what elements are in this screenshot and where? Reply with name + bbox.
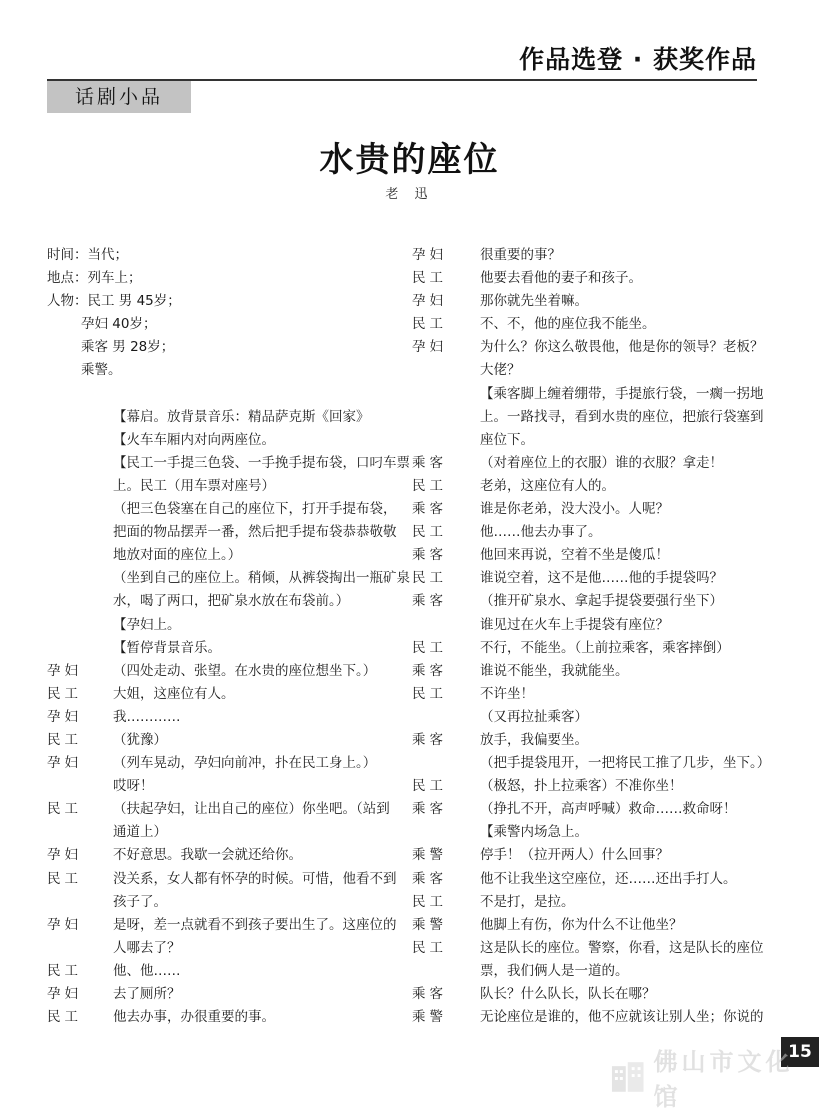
line-text: 乘警。 xyxy=(81,362,122,379)
script-line xyxy=(47,429,392,452)
line-text: 停手！（拉开两人）什么回事？ xyxy=(480,847,669,864)
line-text: 不、不，他的座位我不能坐。 xyxy=(480,316,656,333)
page-number: 15 xyxy=(781,1037,819,1067)
line-text: （列车晃动，孕妇向前冲，扑在民工身上。） xyxy=(113,755,377,772)
line-text: 【乘客脚上缠着绷带，手提旅行袋，一瘸一拐地 xyxy=(480,385,764,402)
script-line xyxy=(412,937,764,960)
speaker-label: 民工 xyxy=(412,685,447,702)
script-line xyxy=(412,1006,764,1029)
script-line xyxy=(47,844,392,867)
speaker-label: 乘客 xyxy=(412,501,447,518)
speaker-label: 乘客 xyxy=(412,454,447,471)
script-line xyxy=(47,359,392,382)
line-text: 大姐，这座位有人。 xyxy=(113,685,235,702)
script-line xyxy=(412,475,764,498)
line-text: 人哪去了？ xyxy=(113,939,181,956)
line-text: 他、他…… xyxy=(113,962,181,979)
building-icon xyxy=(610,1060,645,1094)
line-text: 上。民工（用车票对座号） xyxy=(113,477,275,494)
play-author: 老 迅 xyxy=(385,187,434,202)
script-line xyxy=(412,406,764,429)
play-title: 水贵的座位 xyxy=(319,140,500,180)
line-text: 队长？什么队长，队长在哪？ xyxy=(480,986,656,1002)
script-line xyxy=(47,983,392,1006)
script-line xyxy=(47,452,410,475)
script-line xyxy=(412,752,771,775)
script-line xyxy=(47,290,392,313)
script-line xyxy=(412,775,764,798)
line-text: 【幕启。放背景音乐：精品萨克斯《回家》 xyxy=(113,408,370,425)
script-line xyxy=(47,614,392,637)
speaker-label: 孕妇 xyxy=(47,916,82,933)
line-text: 上。一路找寻，看到水贵的座位，把旅行袋塞到 xyxy=(480,408,764,425)
speaker-label: 民工 xyxy=(412,570,447,587)
script-line xyxy=(412,383,764,406)
speaker-label: 乘客 xyxy=(412,801,447,818)
speaker-label: 孕妇 xyxy=(47,662,82,679)
line-text: （四处走动、张望。在水贵的座位想坐下。） xyxy=(113,662,377,679)
script-line xyxy=(412,614,764,637)
speaker-label: 民工 xyxy=(47,685,82,702)
script-line xyxy=(47,937,392,960)
speaker-label: 民工 xyxy=(47,801,82,818)
speaker-label: 乘客 xyxy=(412,662,447,679)
line-text: 为什么？你这么敬畏他，他是你的领导？老板？ xyxy=(480,339,764,356)
line-text: 他要去看他的妻子和孩子。 xyxy=(480,270,642,287)
line-text: 没关系，女人都有怀孕的时候。可惜，他看不到 xyxy=(113,870,397,887)
script-line xyxy=(412,844,764,867)
line-text: （扶起孕妇，让出自己的座位）你坐吧。（站到 xyxy=(113,801,390,818)
line-text: （对着座位上的衣服）谁的衣服？拿走！ xyxy=(480,454,723,471)
script-line xyxy=(412,983,764,1006)
script-line xyxy=(412,498,764,521)
line-text: 那你就先坐着嘛。 xyxy=(480,293,588,310)
script-line xyxy=(47,521,397,544)
speaker-label: 民工 xyxy=(412,893,447,910)
line-text: 我………… xyxy=(113,708,181,725)
script-line xyxy=(47,637,392,660)
line-text: 人物：民工 男 45岁； xyxy=(47,293,181,310)
script-line xyxy=(412,313,764,336)
speaker-label: 乘客 xyxy=(412,986,447,1002)
speaker-label: 民工 xyxy=(47,1009,82,1026)
speaker-label: 乘警 xyxy=(412,847,447,864)
line-text: 【乘警内场急上。 xyxy=(480,824,588,841)
line-text: 谁说空着，这不是他……他的手提袋吗？ xyxy=(480,570,723,587)
script-line xyxy=(47,475,392,498)
script-line xyxy=(47,798,392,821)
script-line xyxy=(412,359,764,382)
script-line xyxy=(412,706,764,729)
line-text: 地放对面的座位上。） xyxy=(113,547,242,564)
line-text: （把三色袋塞在自己的座位下，打开手提布袋， xyxy=(113,501,397,518)
speaker-label: 孕妇 xyxy=(47,755,82,772)
line-text: 谁说不能坐，我就能坐。 xyxy=(480,662,629,679)
speaker-label: 民工 xyxy=(47,962,82,979)
line-text: 很重要的事？ xyxy=(480,247,561,263)
line-text: （挣扎不开，高声呼喊）救命……救命呀！ xyxy=(480,801,737,818)
script-line xyxy=(412,798,764,821)
script-line xyxy=(47,660,392,683)
speaker-label: 乘客 xyxy=(412,593,447,610)
script-line xyxy=(47,498,397,521)
speaker-label: 孕妇 xyxy=(412,247,447,263)
line-text: （极怒，扑上拉乘客）不准你坐！ xyxy=(480,778,683,795)
speaker-label: 民工 xyxy=(412,316,447,333)
script-line xyxy=(412,868,764,891)
line-text: 去了厕所？ xyxy=(113,986,181,1002)
speaker-label: 民工 xyxy=(412,270,447,287)
line-text: 谁是你老弟，没大没小。人呢？ xyxy=(480,501,669,518)
line-text: （又再拉扯乘客） xyxy=(480,708,588,725)
line-text: 座位下。 xyxy=(480,431,534,448)
line-text: （推开矿泉水、拿起手提袋要强行坐下） xyxy=(480,593,723,610)
speaker-label: 孕妇 xyxy=(47,708,82,725)
line-text: 水，喝了两口，把矿泉水放在布袋前。） xyxy=(113,593,350,610)
script-line xyxy=(47,336,392,359)
speaker-label: 民工 xyxy=(47,870,82,887)
script-line xyxy=(47,729,392,752)
line-text: 地点：列车上； xyxy=(47,270,142,287)
line-text: （把手提袋甩开，一把将民工推了几步，坐下。） xyxy=(480,755,771,772)
line-text: 【暂停背景音乐。 xyxy=(113,639,221,656)
script-line xyxy=(47,406,392,429)
script-line xyxy=(412,521,764,544)
script-line xyxy=(412,914,764,937)
section-tag: 话剧小品 xyxy=(47,81,191,113)
script-line xyxy=(412,729,764,752)
script-line xyxy=(47,1006,392,1029)
speaker-label: 乘警 xyxy=(412,1009,447,1026)
script-line xyxy=(412,590,764,613)
speaker-label: 孕妇 xyxy=(412,339,447,356)
script-line xyxy=(412,544,764,567)
line-text: 【民工一手提三色袋、一手挽手提布袋，口叼车票 xyxy=(113,454,410,471)
script-line xyxy=(412,637,764,660)
line-text: 不好意思。我歇一会就还给你。 xyxy=(113,847,302,864)
line-text: 他去办事，办很重要的事。 xyxy=(113,1009,275,1026)
line-text: 是呀，差一点就看不到孩子要出生了。这座位的 xyxy=(113,916,397,933)
speaker-label: 乘警 xyxy=(412,916,447,933)
line-text: 不许坐！ xyxy=(480,685,534,702)
line-text: 【火车车厢内对向两座位。 xyxy=(113,431,275,448)
speaker-label: 民工 xyxy=(412,939,447,956)
script-line xyxy=(47,775,392,798)
header-title: 作品选登 · 获奖作品 xyxy=(519,45,757,74)
line-text: 不行，不能坐。（上前拉乘客，乘客摔倒） xyxy=(480,639,730,656)
speaker-label: 乘客 xyxy=(412,547,447,564)
speaker-label: 民工 xyxy=(47,731,82,748)
line-text: （犹豫） xyxy=(113,731,167,748)
script-line xyxy=(412,660,764,683)
left-column xyxy=(47,244,410,1029)
speaker-label: 民工 xyxy=(412,524,447,541)
right-column xyxy=(412,244,771,1029)
script-line xyxy=(47,567,410,590)
line-text: 他不让我坐这空座位，还……还出手打人。 xyxy=(480,870,737,887)
watermark-text: 佛山市文化馆 xyxy=(653,1047,794,1111)
line-text: 大佬？ xyxy=(480,362,521,379)
line-text: 把面的物品摆弄一番，然后把手提布袋恭恭敬敬 xyxy=(113,524,397,541)
speaker-label: 民工 xyxy=(412,778,447,795)
line-text: 【孕妇上。 xyxy=(113,616,181,633)
script-line xyxy=(412,429,764,452)
line-text: 无论座位是谁的，他不应就该让别人坐；你说的 xyxy=(480,1009,764,1026)
speaker-label: 孕妇 xyxy=(47,847,82,864)
script-line xyxy=(47,683,392,706)
speaker-label: 乘客 xyxy=(412,870,447,887)
script-line xyxy=(47,267,392,290)
script-line xyxy=(47,313,392,336)
line-text: 孩子了。 xyxy=(113,893,167,910)
line-text: 谁见过在火车上手提袋有座位？ xyxy=(480,616,669,633)
line-text: 老弟，这座位有人的。 xyxy=(480,477,615,494)
line-text: 孕妇 40岁； xyxy=(81,316,157,333)
speaker-label: 乘客 xyxy=(412,731,447,748)
script-line xyxy=(47,960,392,983)
script-line xyxy=(47,590,392,613)
script-line xyxy=(47,891,392,914)
script-line xyxy=(47,544,392,567)
line-text: 乘客 男 28岁； xyxy=(81,339,175,356)
script-line xyxy=(47,914,397,937)
line-text: 他回来再说，空着不坐是傻瓜！ xyxy=(480,547,669,564)
speaker-label: 孕妇 xyxy=(412,293,447,310)
script-line xyxy=(47,868,397,891)
script-line xyxy=(412,960,764,983)
line-text: 放手，我偏要坐。 xyxy=(480,731,588,748)
script-line xyxy=(47,821,392,844)
speaker-label: 孕妇 xyxy=(47,986,82,1002)
script-line xyxy=(412,891,764,914)
script-line xyxy=(47,383,392,406)
script-line xyxy=(47,244,392,267)
speaker-label: 民工 xyxy=(412,639,447,656)
script-line xyxy=(47,752,392,775)
line-text: 通道上） xyxy=(113,824,167,841)
line-text: 时间：当代； xyxy=(47,247,128,263)
line-text: 票，我们俩人是一道的。 xyxy=(480,962,629,979)
line-text: 不是打，是拉。 xyxy=(480,893,575,910)
line-text: 哎呀！ xyxy=(113,778,154,795)
script-line xyxy=(412,336,764,359)
line-text: 他脚上有伤，你为什么不让他坐？ xyxy=(480,916,683,933)
script-line xyxy=(47,706,392,729)
script-line xyxy=(412,452,764,475)
line-text: 这是队长的座位。警察，你看，这是队长的座位 xyxy=(480,939,764,956)
script-line xyxy=(412,290,764,313)
script-line xyxy=(412,244,764,267)
speaker-label: 民工 xyxy=(412,477,447,494)
script-line xyxy=(412,567,764,590)
script-line xyxy=(412,683,764,706)
script-line xyxy=(412,821,764,844)
line-text: （坐到自己的座位上。稍倾，从裤袋掏出一瓶矿泉 xyxy=(113,570,410,587)
line-text: 他……他去办事了。 xyxy=(480,524,602,541)
script-line xyxy=(412,267,764,290)
